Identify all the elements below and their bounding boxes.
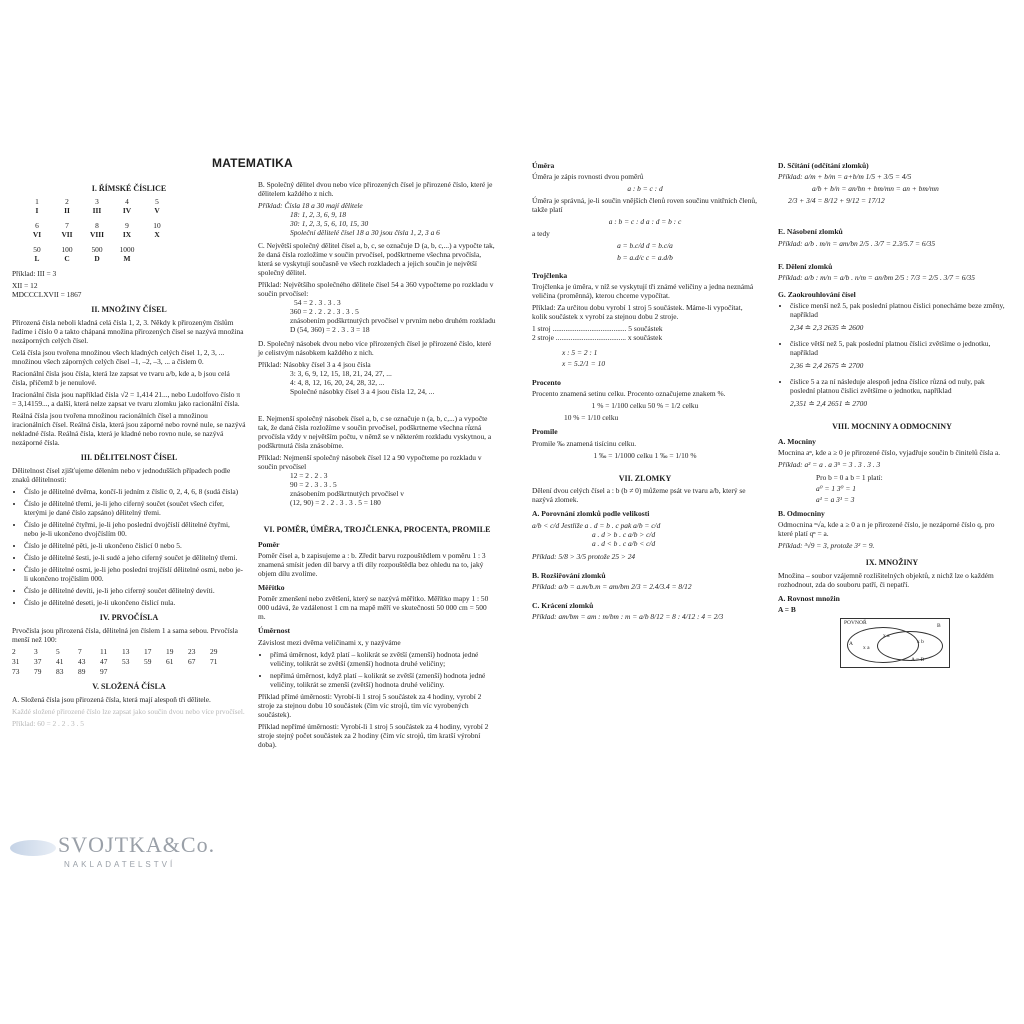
prime-number: 7 (78, 647, 82, 657)
umera-eq3: a = b.c/d d = b.c/a (617, 241, 673, 251)
num: 100 (61, 244, 73, 254)
roman: D (94, 253, 100, 263)
d-common-multiple: D. Společný násobek dvou nebo více přirozených čísel je přirozené číslo, které je celistvým násobkem každého z nich. (258, 338, 492, 357)
roman: II (64, 205, 70, 215)
roman: VII (61, 229, 73, 239)
num: 4 (125, 196, 129, 206)
trojclenka-eq: x = 5.2/1 = 10 (562, 358, 606, 368)
procento-title: Procento (532, 378, 561, 387)
venn-diagram (840, 618, 950, 668)
column-2 (258, 180, 496, 752)
trojclenka-eq: x : 5 = 2 : 1 (562, 347, 598, 357)
divisibility-list (12, 487, 246, 607)
roman-nums-3 (22, 245, 246, 254)
meritko-title: Měřítko (258, 583, 285, 593)
add-example: a/b + b/n = an/bn + bm/mn = an + bm/mn (812, 184, 939, 194)
prime-number: 73 (12, 667, 20, 677)
rounding-example: 2,351 ≐ 2,4 2651 ≐ 2700 (790, 399, 868, 409)
powers-b-title: B. Odmocniny (778, 508, 825, 518)
venn-label: x b (917, 639, 924, 646)
powers-a-title: A. Mocniny (778, 437, 816, 447)
set-equality-title: A. Rovnost množin (778, 593, 840, 603)
umera-eq4: b = a.d/c c = a.d/b (617, 253, 673, 263)
promile-text: Promile ‰ znamená tisícinu celku. (532, 438, 637, 448)
rounding-rule: číslice 5 a za ní následuje alespoň jedna číslice různá od nuly, pak poslední platnou číslici zvětšíme o jednotku, například (790, 377, 985, 396)
prime-number: 83 (56, 667, 64, 677)
divisibility-intro: Dělitelnost čísel zjišťujeme dělením nebo v jednodušších případech podle znaků dělitelnosti: (12, 465, 231, 484)
multiply-example: Příklad: a/b . m/n = am/bn 2/5 . 3/7 = 2.3/5.7 = 6/35 (778, 238, 936, 248)
example-line: znásobením podškrtnutých prvočísel v prvním nebo druhém rozkladu (290, 316, 496, 326)
roman: M (123, 253, 131, 263)
roman-roms-3 (22, 254, 246, 263)
trojclenka-text: Trojčlenka je úměra, v níž se vyskytují tři známé veličiny a jedna neznámá veličina (proměnná), kterou chceme vypočítat. (532, 281, 754, 300)
pomer-text: Poměr čísel a, b zapisujeme a : b. Zředit barvu rozpouštědlem v poměru 1 : 3 znamená smísit jeden díl barvy a tři díly rozpouštědla bez ohledu na to, jaký objem dílu zvolíme. (258, 551, 486, 579)
roman: IV (122, 205, 132, 215)
umera-text2: Úměra je správná, je-li součin vnějších členů roven součinu vnitřních členů, takže platí (532, 196, 757, 215)
num: 3 (95, 196, 99, 206)
example-line: Příklad: Největšího společného dělitele čísel 54 a 360 vypočteme po rozkladu v součin prvočísel: (258, 280, 494, 299)
divide-title: F. Dělení zlomků (778, 261, 833, 271)
prime-number: 19 (166, 647, 174, 657)
venn-label: x a (863, 645, 870, 652)
umernost-intro: Závislost mezi dvěma veličinami x, y nazýváme (258, 637, 401, 647)
num: 8 (95, 220, 99, 230)
example-line: Příklad: Čísla 18 a 30 mají dělitele (258, 201, 363, 211)
prime-number: 17 (144, 647, 152, 657)
example-line: 360 = 2 . 2 . 2 . 3 . 3 . 5 (290, 307, 359, 317)
prime-number: 67 (188, 657, 196, 667)
example-line: (12, 90) = 2 . 2 . 3 . 3 . 5 = 180 (290, 497, 381, 507)
powers-b-text: Odmocnina ⁿ√a, kde a ≥ 0 a n je přirozené číslo, je nezáporné číslo q, pro které platí qⁿ = a. (778, 519, 995, 538)
column-4 (778, 156, 1006, 668)
umera-text: Úměra je zápis rovnosti dvou poměrů (532, 172, 644, 182)
column-1 (12, 178, 246, 731)
reduce-title: C. Krácení zlomků (532, 601, 594, 611)
expand-title: B. Rozšiřování zlomků (532, 570, 606, 580)
num: 1000 (119, 244, 135, 254)
venn-label: A = B (911, 657, 925, 664)
list-item: • Číslo je dělitelné dvěma, končí-li jedním z číslic 0, 2, 4, 6, 8 (sudá čísla) (24, 487, 246, 496)
divisibility-heading: III. DĚLITELNOST ČÍSEL (80, 453, 178, 463)
rounding-example: 2,36 ≐ 2,4 2675 ≐ 2700 (790, 361, 864, 371)
prime-number: 97 (100, 667, 108, 677)
powers-a-text: Mocnina aⁿ, kde a ≥ 0 je přirozené číslo, vyjadřuje součin b činitelů čísla a. (778, 448, 1001, 458)
venn-label: POVNOŘ (844, 620, 867, 627)
multiply-title: E. Násobení zlomků (778, 227, 843, 237)
num: 2 (65, 196, 69, 206)
trojclenka-title: Trojčlenka (532, 270, 568, 280)
list-item (790, 301, 1006, 336)
e-lcm: E. Nejmenší společný násobek čísel a, b, c se označuje n (a, b, c,...) a vypočte tak, že daná čísla rozložíme v součin prvočísel, podškrtneme všechna různá prvočísla vždy v největším počtu, v němž se v některém rozkladu vyskytnou, a podškrtnutá čísla znásobíme. (258, 413, 492, 450)
swoosh-logo-icon (10, 840, 56, 856)
prime-number: 61 (166, 657, 174, 667)
example-line: 54 = 2 . 3 . 3 . 3 (294, 298, 341, 308)
powers-heading: VIII. MOCNINY A ODMOCNINY (832, 422, 952, 432)
powers-a-rule: Pro b = 0 a b = 1 platí: (816, 472, 883, 482)
umera-eq1: a : b = c : d (627, 184, 663, 194)
num: 10 (153, 220, 161, 230)
rounding-example: 2,34 ≐ 2,3 2635 ≐ 2600 (790, 323, 864, 333)
compare-line: a . d < b . c a/b < c/d (592, 538, 656, 548)
compare-example: Příklad: 5/8 > 3/5 protože 25 > 24 (532, 551, 636, 561)
roman-example-1: Příklad: III = 3 (12, 268, 57, 278)
compare-title: A. Porovnání zlomků podle velikosti (532, 509, 650, 519)
b-example (258, 201, 496, 237)
column-3 (532, 156, 758, 624)
procento-eq2: 10 % = 1/10 celku (564, 413, 619, 423)
roman: V (154, 205, 160, 215)
num: 1 (35, 196, 39, 206)
primes-grid (12, 647, 246, 676)
example-line: 12 = 2 . 2 . 3 (290, 470, 328, 480)
trojclenka-row: 2 stroje ...................................... x součástek (532, 332, 663, 342)
page-title: MATEMATIKA (212, 156, 293, 170)
zlomky-heading: VII. ZLOMKY (618, 473, 672, 483)
prime-number: 29 (210, 647, 218, 657)
roman-roms-2 (22, 230, 246, 239)
composite-heading: V. SLOŽENÁ ČÍSLA (92, 682, 166, 692)
list-item (790, 377, 1006, 412)
sets-para: Iracionální čísla jsou například čísla √2 = 1,414 21..., nebo Ludolfovo číslo π = 3,14159..., a další, která nelze zapsat ve tvaru zlomku jako racionální čísla. (12, 390, 241, 409)
example-line: 30: 1, 2, 3, 5, 6, 10, 15, 30 (290, 219, 369, 229)
prime-number: 23 (188, 647, 196, 657)
roman: VIII (90, 229, 104, 239)
umernost-title: Úměrnost (258, 626, 291, 636)
expand-example: Příklad: a/b = a.m/b.m = am/bm 2/3 = 2.4/3.4 = 8/12 (532, 582, 692, 592)
roman-heading: I. ŘÍMSKÉ ČÍSLICE (91, 184, 167, 193)
umera-title: Úměra (532, 161, 555, 170)
add-example: Příklad: a/m + b/m = a+b/m 1/5 + 3/5 = 4/5 (778, 172, 912, 182)
e-example (258, 453, 496, 507)
set-text: Množina – soubor vzájemně rozlišitelných objektů, z nichž lze o každém rozhodnout, zda do souboru patří, či nepatří. (778, 570, 994, 589)
compare-line: a/b < c/d Jestliže a . d = b . c pak a/b = c/d (532, 520, 661, 530)
roman: X (154, 229, 160, 239)
list-item: • Číslo je dělitelné osmi, je-li jeho poslední trojčíslí dělitelné osmi, nebo je-li ukončeno trojčíslím 000. (24, 565, 246, 583)
num: 5 (155, 196, 159, 206)
rounding-title: G. Zaokrouhlování čísel (778, 289, 856, 299)
example-line: Společné násobky čísel 3 a 4 jsou čísla 12, 24, ... (290, 386, 435, 396)
roman: I (35, 205, 39, 215)
prime-number: 41 (56, 657, 64, 667)
prime-number: 13 (122, 647, 130, 657)
roman-table (12, 197, 246, 263)
prime-number: 79 (34, 667, 42, 677)
prime-number: 5 (56, 647, 60, 657)
roman-nums-2 (22, 221, 246, 230)
divide-example: Příklad: a/b : m/n = a/b . n/m = an/bm 2/5 : 7/3 = 2/5 . 3/7 = 6/35 (778, 272, 975, 282)
ratio-heading: VI. POMĚR, ÚMĚRA, TROJČLENKA, PROCENTA, PROMILE (263, 525, 491, 534)
list-item: • nepřímá úměrnost, když platí – kolikrát se zvětší (zmenší) hodnota jedné veličiny, tolikrát se zmenší (zvětší) hodnota druhé veličiny. (270, 671, 496, 689)
meritko-text: Poměr zmenšení nebo zvětšení, který se nazývá měřítko. Měřítko mapy 1 : 50 000 udává, že vzdálenost 1 cm na mapě měří ve skutečnosti 50 000 cm = 500 m. (258, 594, 489, 622)
primes-heading: IV. PRVOČÍSLA (99, 613, 159, 623)
prime-number: 31 (12, 657, 20, 667)
prime-number: 11 (100, 647, 108, 657)
promile-eq: 1 ‰ = 1/1000 celku 1 ‰ = 1/10 % (593, 450, 697, 460)
c-example (258, 280, 496, 334)
umera-tedy: a tedy (532, 229, 550, 239)
sets-para: Přirozená čísla neboli kladná celá čísla 1, 2, 3. Někdy k přirozeným číslům řadíme i číslo 0 a takto chápaná množina přirozených čísel se nazývá množina nezáporných celých čísel. (12, 317, 244, 345)
prime-number: 2 (12, 647, 16, 657)
list-item: • přímá úměrnost, když platí – kolikrát se zvětší (zmenší) hodnota jedné veličiny, tolikrát se zvětší (zmenší) hodnota druhé veličiny; (270, 650, 496, 668)
powers-b-example: Příklad: ³√9 = 3, protože 3² = 9. (778, 540, 875, 550)
procento-eq: 1 % = 1/100 celku 50 % = 1/2 celku (591, 401, 699, 411)
sets-para: Racionální čísla jsou čísla, která lze zapsat ve tvaru a/b, kde a, b jsou celá čísla, přičemž b je nenulové. (12, 368, 230, 387)
roman-nums-1 (22, 197, 246, 206)
neprima-text: Příklad nepřímé úměrnosti: Vyrobí-li 1 stroj 5 součástek za 4 hodiny, vyrobí 2 stroje stejný počet součástek za 2 hodiny (čím víc strojů, tím kratší výrobní doba). (258, 721, 489, 749)
rounding-list (778, 301, 1006, 412)
example-line: Společní dělitelé čísel 18 a 30 jsou čísla 1, 2, 3 a 6 (290, 228, 440, 238)
sets-heading-2: IX. MNOŽINY (865, 557, 919, 567)
procento-text: Procento znamená setinu celku. Procento označujeme znakem %. (532, 389, 726, 399)
list-item: • Číslo je dělitelné čtyřmi, je-li jeho poslední dvojčíslí dělitelné čtyřmi, nebo je-li ukončeno dvojčíslím 00. (24, 520, 246, 538)
roman: III (92, 205, 102, 215)
prime-number: 47 (100, 657, 108, 667)
zlomky-text: Dělení dvou celých čísel a : b (b ≠ 0) můžeme psát ve tvaru a/b, který se nazývá zlomek. (532, 486, 746, 505)
example-line: Příklad: Nejmenší společný násobek čísel 12 a 90 vypočteme po rozkladu v součin prvočísel (258, 452, 482, 471)
sets-heading: II. MNOŽINY ČÍSEL (91, 305, 167, 315)
publisher-name: SVOJTKA&Co. (58, 832, 216, 857)
prime-number: 37 (34, 657, 42, 667)
roman: VI (32, 229, 42, 239)
prime-number: 89 (78, 667, 86, 677)
roman: L (34, 253, 40, 263)
example-line: 90 = 2 . 3 . 3 . 5 (290, 479, 337, 489)
primes-intro: Prvočísla jsou přirozená čísla, dělitelná jen číslem 1 a sama sebou. Prvočísla menší než 100: (12, 626, 238, 645)
num: 7 (65, 220, 69, 230)
composite-example: Příklad: 60 = 2 . 2 . 3 . 5 (12, 719, 84, 729)
add-example: 2/3 + 3/4 = 8/12 + 9/12 = 17/12 (788, 196, 885, 206)
trojclenka-example: Příklad: Za určitou dobu vyrobí 1 stroj 5 součástek. Máme-li vypočítat, kolik součástek x vyrobí za stejnou dobu 2 stroje. (532, 302, 743, 321)
c-gcd: C. Největší společný dělitel čísel a, b, c, se označuje D (a, b, c,...) a vypočte tak, že daná čísla rozložíme v součin prvočísel, podškrtneme všechna prvočísla, která se vyskytují současně ve všech rozkladech a jejich součin je největší společný dělitel. (258, 241, 495, 278)
example-line: Příklad: Násobky čísel 3 a 4 jsou čísla (258, 359, 371, 369)
trojclenka-row: 1 stroj ........................................ 5 součástek (532, 323, 663, 333)
publisher-subtitle: NAKLADATELSTVÍ (64, 860, 176, 869)
add-title: D. Sčítání (odčítání zlomků) (778, 161, 869, 170)
num: 9 (125, 220, 129, 230)
b-common-divisor: B. Společný dělitel dvou nebo více přirozených čísel je přirozené číslo, které je dělitelem každého z nich. (258, 180, 493, 199)
powers-a-example: Příklad: a² = a . a 3⁵ = 3 . 3 . 3 . 3 (778, 460, 881, 470)
example-line: 4: 4, 8, 12, 16, 20, 24, 28, 32, ... (290, 377, 385, 387)
num: 6 (35, 220, 39, 230)
d-example (258, 360, 496, 396)
promile-title: Promile (532, 427, 558, 437)
example-line: 3: 3, 6, 9, 12, 15, 18, 21, 24, 27, ... (290, 368, 392, 378)
prime-number: 43 (78, 657, 86, 667)
example-line: znásobením podškrtnutých prvočísel v (290, 488, 404, 498)
roman-example-2: XII = 12 (12, 280, 38, 290)
roman: C (64, 253, 70, 263)
roman: IX (122, 229, 132, 239)
list-item (790, 339, 1006, 374)
rounding-rule: číslice menší než 5, pak poslední platnou číslici ponecháme beze změny, například (790, 301, 1005, 320)
umera-eq2: a : b = c : d a : d = b : c (608, 217, 682, 227)
roman-example-3: MDCCCLXVII = 1867 (12, 290, 82, 299)
prime-number: 71 (210, 657, 218, 667)
publisher-watermark (8, 826, 216, 876)
roman-roms-1 (22, 206, 246, 215)
num: 50 (33, 244, 41, 254)
powers-a-r1: a⁰ = 1 3⁰ = 1 (816, 483, 856, 493)
set-equality-eq: A = B (778, 605, 796, 614)
list-item: • Číslo je dělitelné deseti, je-li ukončeno číslicí nula. (24, 598, 246, 607)
list-item: • Číslo je dělitelné třemi, je-li jeho ciferný součet (součet všech cifer, kterými je dané číslo zapsáno) dělitelný třemi. (24, 499, 246, 517)
powers-a-r2: a¹ = a 3¹ = 3 (816, 494, 855, 504)
list-item: • Číslo je dělitelné pěti, je-li ukončeno číslicí 0 nebo 5. (24, 541, 246, 550)
pomer-title: Poměr (258, 539, 280, 549)
venn-label: B (937, 623, 941, 630)
reduce-example: Příklad: am/bm = am : m/bm : m = a/b 8/12 = 8 : 4/12 : 4 = 2/3 (532, 612, 724, 622)
compare-line: a . d > b . c a/b > c/d (592, 529, 656, 539)
prime-number: 59 (144, 657, 152, 667)
rounding-rule: číslice větší než 5, pak poslední platnou číslici zvětšíme o jednotku, například (790, 339, 991, 358)
venn-label: x a (883, 633, 890, 640)
umernost-list (258, 650, 496, 689)
composite-sub: A. Složená čísla jsou přirozená čísla, která mají alespoň tři dělitele. (12, 695, 211, 704)
composite-text: Každé složené přirozené číslo lze zapsat jako součin dvou nebo více prvočísel. (12, 707, 245, 717)
sets-para: Reálná čísla jsou tvořena množinou racionálních čísel a množinou iracionálních čísel. Reálná čísla, která jsou záporné nebo rovné nule, se nazývá nekladné čísla. Reálná čísla, která je kladné nebo rovno nule, se nazývá nezáporné čísla. (12, 411, 246, 448)
example-line: 18: 1, 2, 3, 6, 9, 18 (290, 210, 347, 220)
prime-number: 3 (34, 647, 38, 657)
list-item: • Číslo je dělitelné šesti, je-li sudé a jeho ciferný součet je dělitelný třemi. (24, 553, 246, 562)
prima-text: Příklad přímé úměrnosti: Vyrobí-li 1 stroj 5 součástek za 4 hodiny, vyrobí 2 stroje za stejnou dobu 10 součástek (čím víc strojů, tím víc vyrobených součástek). (258, 691, 482, 719)
venn-label: A (849, 641, 853, 648)
list-item: • Číslo je dělitelné devíti, je-li jeho ciferný součet dělitelný devíti. (24, 586, 246, 595)
num: 500 (91, 244, 103, 254)
sets-para: Celá čísla jsou tvořena množinou všech kladných celých čísel 1, 2, 3, ... množinou všech záporných celých čísel –1, –2, –3, ... a číslem 0. (12, 347, 225, 366)
example-line: D (54, 360) = 2 . 3 . 3 = 18 (290, 325, 370, 335)
prime-number: 53 (122, 657, 130, 667)
